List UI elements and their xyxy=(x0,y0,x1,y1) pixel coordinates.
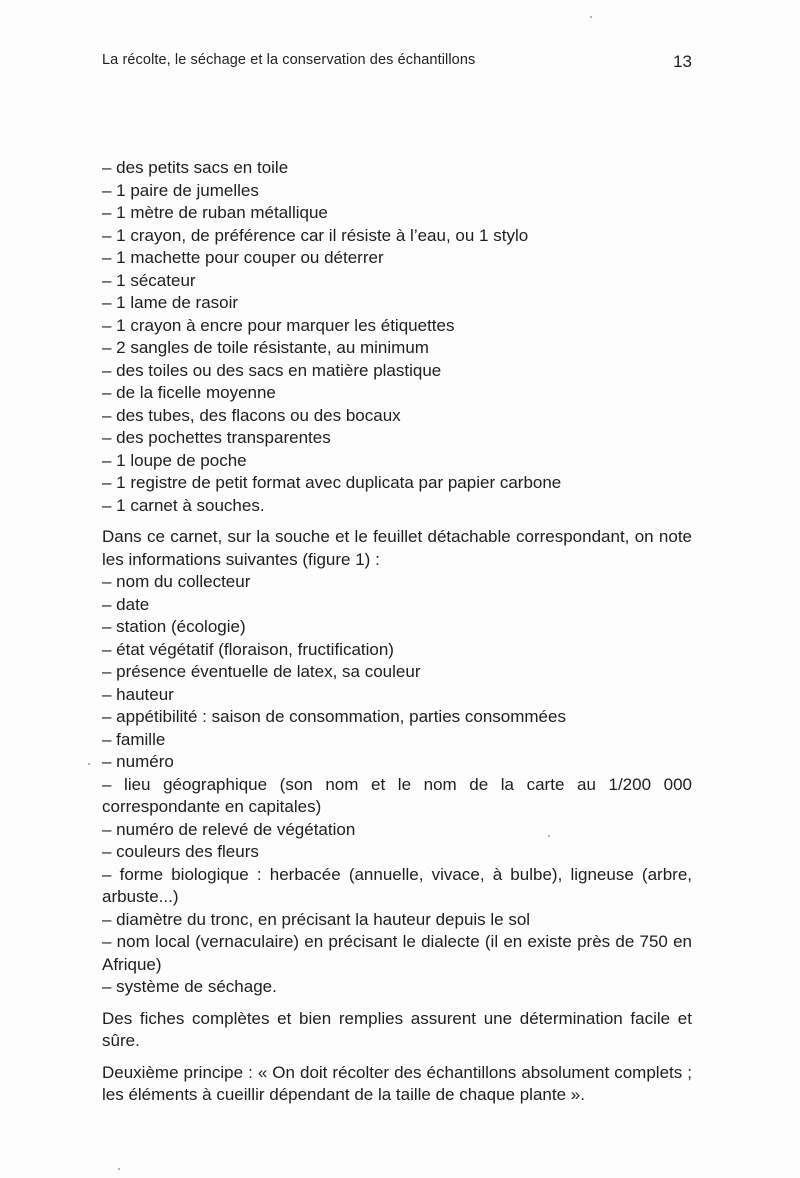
list-item: – famille xyxy=(102,729,166,749)
list-item: – appétibilité : saison de consommation, parties consommées xyxy=(102,707,566,726)
list-item: – numéro xyxy=(102,752,174,771)
list-item: – des toiles ou des sacs en matière plastique xyxy=(102,360,442,380)
list-item: – des pochettes transparentes xyxy=(102,428,331,447)
list-item: – forme biologique : herbacée (annuelle, vivace, à bulbe), ligneuse (arbre, arbuste...) xyxy=(102,864,692,906)
scan-speck xyxy=(118,1168,120,1170)
equipment-list xyxy=(102,157,692,517)
scan-speck xyxy=(590,16,592,18)
list-item: – des tubes, des flacons ou des bocaux xyxy=(102,405,401,425)
list-item: – état végétatif (floraison, fructification) xyxy=(102,639,394,659)
list-item: – couleurs des fleurs xyxy=(102,842,259,861)
list-item: – nom local (vernaculaire) en précisant le dialecte (il en existe près de 750 en Afrique) xyxy=(102,932,692,974)
list-item: – numéro de relevé de végétation xyxy=(102,819,356,839)
scan-speck xyxy=(548,835,550,837)
list-item: – des petits sacs en toile xyxy=(102,158,289,177)
list-item: – nom du collecteur xyxy=(102,572,251,591)
list-item: – 1 paire de jumelles xyxy=(102,180,259,200)
list-item: – 1 mètre de ruban métallique xyxy=(102,203,328,222)
complete-sheets-paragraph: Des fiches complètes et bien remplies assurent une détermination facile et sûre. xyxy=(102,1008,692,1050)
list-item: – système de séchage. xyxy=(102,977,277,996)
list-item: – diamètre du tronc, en précisant la hauteur depuis le sol xyxy=(102,909,531,929)
list-item: – lieu géographique (son nom et le nom de la carte au 1/200 000 correspondante en capitales) xyxy=(102,774,692,816)
list-item: – 1 loupe de poche xyxy=(102,450,247,470)
spacer xyxy=(102,517,692,526)
list-item: – 2 sangles de toile résistante, au minimum xyxy=(102,338,429,357)
list-item: – 1 crayon, de préférence car il résiste à l’eau, ou 1 stylo xyxy=(102,225,529,245)
list-item: – station (écologie) xyxy=(102,617,246,636)
list-item: – 1 machette pour couper ou déterrer xyxy=(102,248,384,267)
list-item: – 1 crayon à encre pour marquer les étiquettes xyxy=(102,315,455,335)
second-principle-paragraph: Deuxième principe : « On doit récolter des échantillons absolument complets ; les éléments à cueillir dépendant de la taille de chaque plante ». xyxy=(102,1062,692,1104)
list-item: – présence éventuelle de latex, sa couleur xyxy=(102,662,421,681)
running-header xyxy=(102,52,692,80)
information-list xyxy=(102,571,692,999)
list-item: – 1 registre de petit format avec duplicata par papier carbone xyxy=(102,473,562,492)
spacer xyxy=(102,1053,692,1062)
list-item: – 1 lame de rasoir xyxy=(102,293,239,312)
body-text xyxy=(102,157,692,1107)
list-item: – 1 sécateur xyxy=(102,270,196,290)
page-number: 13 xyxy=(673,52,692,71)
list-item: – de la ficelle moyenne xyxy=(102,383,276,402)
scan-speck xyxy=(88,763,90,765)
list-item: – date xyxy=(102,594,150,614)
notebook-intro-paragraph: Dans ce carnet, sur la souche et le feuillet détachable correspondant, on note les informations suivantes (figure 1) : xyxy=(102,527,692,569)
list-item: – hauteur xyxy=(102,684,174,704)
list-item: – 1 carnet à souches. xyxy=(102,495,265,515)
running-title: La récolte, le séchage et la conservation des échantillons xyxy=(102,52,476,68)
spacer xyxy=(102,999,692,1008)
